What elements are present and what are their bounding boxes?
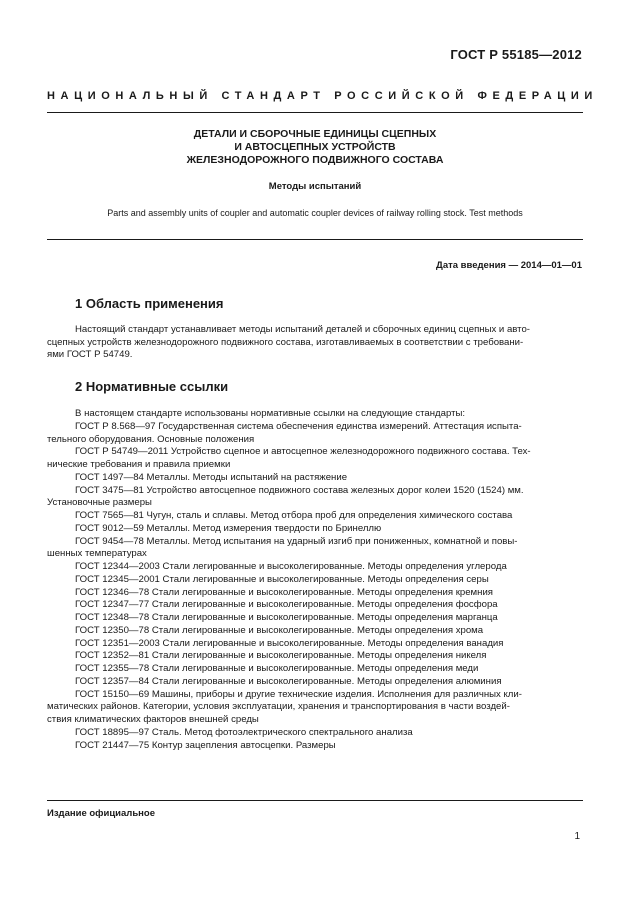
top-divider [47, 112, 583, 113]
text-line: Настоящий стандарт устанавливает методы испытаний деталей и сборочных единиц сцепных и авто- [75, 324, 530, 335]
reference-item: ГОСТ 12357—84 Стали легированные и высоколегированные. Методы определения алюминия [75, 675, 502, 687]
reference-item: ГОСТ 12346—78 Стали легированные и высоколегированные. Методы определения кремния [75, 586, 494, 598]
section-1-heading: 1 Область применения [75, 296, 224, 311]
document-subtitle: Методы испытаний [268, 181, 362, 192]
reference-item: ГОСТ 12345—2001 Стали легированные и высоколегированные. Методы определения серы [75, 573, 489, 585]
text-line: В настоящем стандарте использованы нормативные ссылки на следующие стандарты: [75, 408, 466, 419]
reference-item: ГОСТ 9012—59 Металлы. Метод измерения твердости по Бринеллю [75, 522, 382, 534]
reference-item: ГОСТ 21447—75 Контур зацепления автосцепки. Размеры [75, 739, 336, 751]
document-number: ГОСТ Р 55185—2012 [450, 47, 582, 62]
normative-references-list [47, 408, 583, 752]
section-1-text [47, 324, 583, 362]
reference-item: ГОСТ 1497—84 Металлы. Методы испытаний на растяжение [75, 471, 348, 483]
national-standard-heading: НАЦИОНАЛЬНЫЙ СТАНДАРТ РОССИЙСКОЙ ФЕДЕРАЦИИ [47, 90, 598, 102]
reference-item: ГОСТ 7565—81 Чугун, сталь и сплавы. Метод отбора проб для определения химического состава [75, 510, 513, 521]
reference-item: ГОСТ 12355—78 Стали легированные и высоколегированные. Методы определения меди [75, 663, 479, 674]
official-edition-label: Издание официальное [47, 808, 155, 819]
reference-continuation: шенных температурах [47, 548, 147, 560]
reference-item: ГОСТ 12350—78 Стали легированные и высоколегированные. Методы определения хрома [75, 624, 484, 636]
reference-item: ГОСТ 9454—78 Металлы. Метод испытания на ударный изгиб при пониженных, комнатной и повы- [75, 535, 518, 547]
reference-item: ГОСТ 15150—69 Машины, приборы и другие технические изделия. Исполнения для различных кли- [75, 688, 522, 700]
reference-item: ГОСТ 12347—77 Стали легированные и высоколегированные. Методы определения фосфора [75, 599, 498, 611]
reference-continuation: ствия климатических факторов внешней среды [47, 714, 259, 725]
reference-item: ГОСТ 18895—97 Сталь. Метод фотоэлектрического спектрального анализа [75, 726, 413, 738]
reference-item: ГОСТ 12351—2003 Стали легированные и высоколегированные. Методы определения ванадия [75, 637, 504, 649]
reference-continuation: Установочные размеры [47, 497, 152, 509]
reference-item: ГОСТ Р 8.568—97 Государственная система обеспечения единства измерений. Аттестация испыта- [75, 420, 522, 432]
title-line: ЖЕЛЕЗНОДОРОЖНОГО ПОДВИЖНОГО СОСТАВА [186, 154, 444, 166]
reference-item: ГОСТ 12348—78 Стали легированные и высоколегированные. Методы определения марганца [75, 612, 498, 623]
document-title [47, 128, 583, 167]
reference-continuation: матических районов. Категории, условия эксплуатации, хранения и транспортирования в части воздей- [47, 701, 510, 713]
page-number: 1 [574, 831, 580, 842]
title-divider [47, 239, 583, 240]
english-title: Parts and assembly units of coupler and automatic coupler devices of railway rolling stock. Test methods [107, 208, 523, 218]
text-line: сцепных устройств железнодорожного подвижного состава, изготавливаемых в соответствии с требовани- [47, 336, 524, 348]
reference-item: ГОСТ 3475—81 Устройство автосцепное подвижного состава железных дорог колеи 1520 (1524) мм. [75, 484, 524, 496]
title-line: И АВТОСЦЕПНЫХ УСТРОЙСТВ [234, 141, 396, 153]
reference-item: ГОСТ Р 54749—2011 Устройство сцепное и автосцепное железнодорожного подвижного состава. Тех- [75, 446, 531, 458]
reference-continuation: нические требования и правила приемки [47, 459, 231, 470]
reference-item: ГОСТ 12352—81 Стали легированные и высоколегированные. Методы определения никеля [75, 650, 487, 662]
footer-divider [47, 800, 583, 801]
section-2-heading: 2 Нормативные ссылки [75, 379, 229, 394]
text-line: ями ГОСТ Р 54749. [47, 349, 133, 361]
reference-continuation: тельного оборудования. Основные положения [47, 433, 255, 445]
reference-item: ГОСТ 12344—2003 Стали легированные и высоколегированные. Методы определения углерода [75, 561, 507, 572]
introduction-date: Дата введения — 2014—01—01 [436, 260, 582, 271]
title-line: ДЕТАЛИ И СБОРОЧНЫЕ ЕДИНИЦЫ СЦЕПНЫХ [193, 128, 437, 140]
